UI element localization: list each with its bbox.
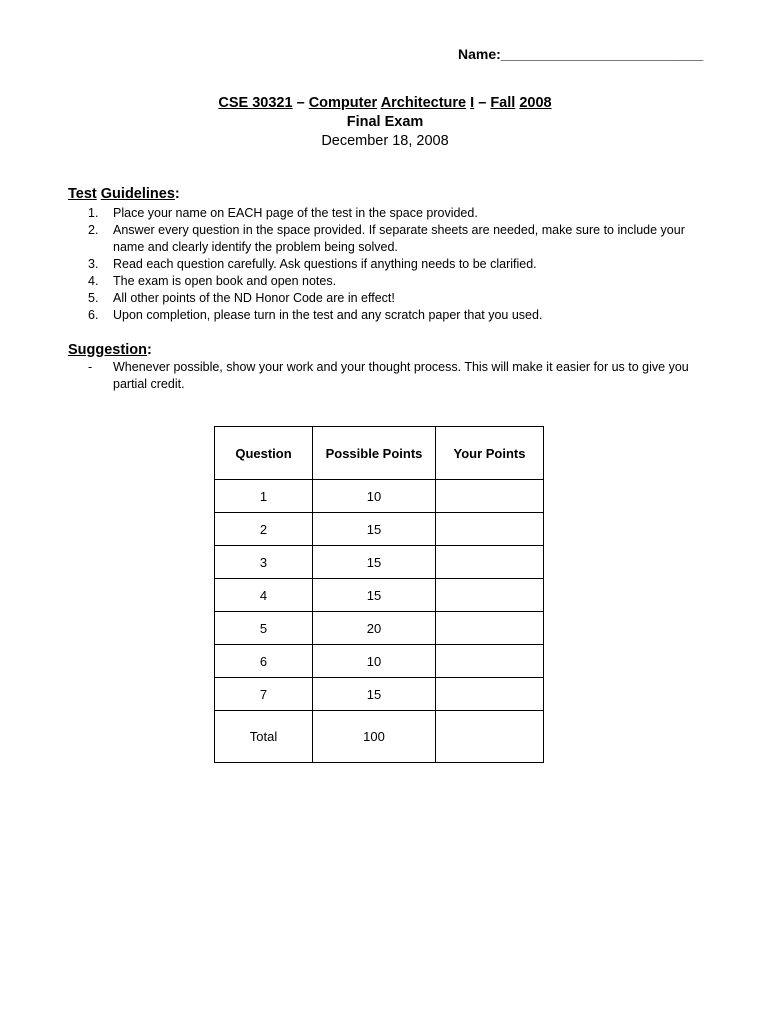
list-item — [68, 273, 708, 290]
title-word-computer: Computer — [308, 95, 378, 111]
list-text: Whenever possible, show your work and your thought process. This will make it easier for us to give you partial credit. — [113, 360, 689, 391]
possible-points-cell: 15 — [313, 678, 436, 711]
exam-subtitle: Final Exam — [346, 114, 424, 130]
course-title — [0, 94, 770, 113]
possible-points-cell: 15 — [313, 546, 436, 579]
question-cell: 4 — [215, 579, 313, 612]
list-text: All other points of the ND Honor Code are in effect! — [113, 291, 395, 305]
suggestion-heading: Suggestion: — [68, 342, 152, 358]
list-number: 2. — [88, 223, 99, 237]
total-label-cell: Total — [215, 711, 313, 763]
possible-points-cell: 15 — [313, 579, 436, 612]
possible-points-cell: 15 — [313, 513, 436, 546]
table-row — [215, 480, 544, 513]
list-number: 4. — [88, 274, 99, 288]
list-item — [68, 359, 708, 393]
header-your-points: Your Points — [436, 427, 544, 480]
possible-points-cell: 20 — [313, 612, 436, 645]
table-row — [215, 546, 544, 579]
header-possible-points: Possible Points — [313, 427, 436, 480]
suggestion-list — [68, 359, 708, 393]
question-cell: 5 — [215, 612, 313, 645]
guidelines-heading-word2: Guidelines — [100, 186, 175, 202]
title-dash: – — [478, 95, 487, 111]
list-item — [68, 205, 708, 222]
exam-date: December 18, 2008 — [321, 133, 449, 149]
suggestion-heading-word: Suggestion — [68, 342, 147, 358]
name-field[interactable]: Name:__________________________ — [458, 46, 704, 62]
course-code: CSE 30321 — [218, 95, 293, 111]
question-cell: 7 — [215, 678, 313, 711]
table-row — [215, 579, 544, 612]
list-marker: - — [88, 360, 93, 374]
your-points-cell[interactable] — [436, 645, 544, 678]
table-row — [215, 612, 544, 645]
your-points-cell[interactable] — [436, 546, 544, 579]
question-cell: 2 — [215, 513, 313, 546]
possible-points-cell: 10 — [313, 480, 436, 513]
question-cell: 6 — [215, 645, 313, 678]
table-row — [215, 678, 544, 711]
title-word-year: 2008 — [519, 95, 552, 111]
list-text: The exam is open book and open notes. — [113, 274, 337, 288]
your-points-cell[interactable] — [436, 678, 544, 711]
total-possible-cell: 100 — [313, 711, 436, 763]
question-cell: 3 — [215, 546, 313, 579]
list-number: 5. — [88, 291, 99, 305]
header-question: Question — [215, 427, 313, 480]
list-item — [68, 307, 708, 324]
list-text: Answer every question in the space provided. If separate sheets are needed, make sure to include your name and clearly identify the problem being solved. — [113, 223, 685, 254]
list-number: 1. — [88, 206, 99, 220]
list-text: Read each question carefully. Ask questions if anything needs to be clarified. — [113, 257, 537, 271]
your-points-cell[interactable] — [436, 480, 544, 513]
list-number: 6. — [88, 308, 99, 322]
exam-header — [0, 94, 770, 151]
table-row — [215, 645, 544, 678]
list-item — [68, 290, 708, 307]
table-row — [215, 513, 544, 546]
your-points-cell[interactable] — [436, 513, 544, 546]
table-total-row — [215, 711, 544, 763]
list-number: 3. — [88, 257, 99, 271]
table-header-row — [215, 427, 544, 480]
total-your-points-cell[interactable] — [436, 711, 544, 763]
list-item — [68, 256, 708, 273]
list-item — [68, 222, 708, 256]
title-dash: – — [296, 95, 305, 111]
possible-points-cell: 10 — [313, 645, 436, 678]
title-word-i: I — [470, 95, 475, 111]
list-text: Place your name on EACH page of the test in the space provided. — [113, 206, 478, 220]
guidelines-heading-word1: Test — [68, 186, 97, 202]
guidelines-heading: Test Guidelines: — [68, 186, 180, 202]
list-text: Upon completion, please turn in the test and any scratch paper that you used. — [113, 308, 543, 322]
title-word-fall: Fall — [490, 95, 516, 111]
question-cell: 1 — [215, 480, 313, 513]
guidelines-list — [68, 205, 708, 324]
your-points-cell[interactable] — [436, 612, 544, 645]
points-table — [214, 426, 544, 763]
title-word-architecture: Architecture — [380, 95, 467, 111]
your-points-cell[interactable] — [436, 579, 544, 612]
